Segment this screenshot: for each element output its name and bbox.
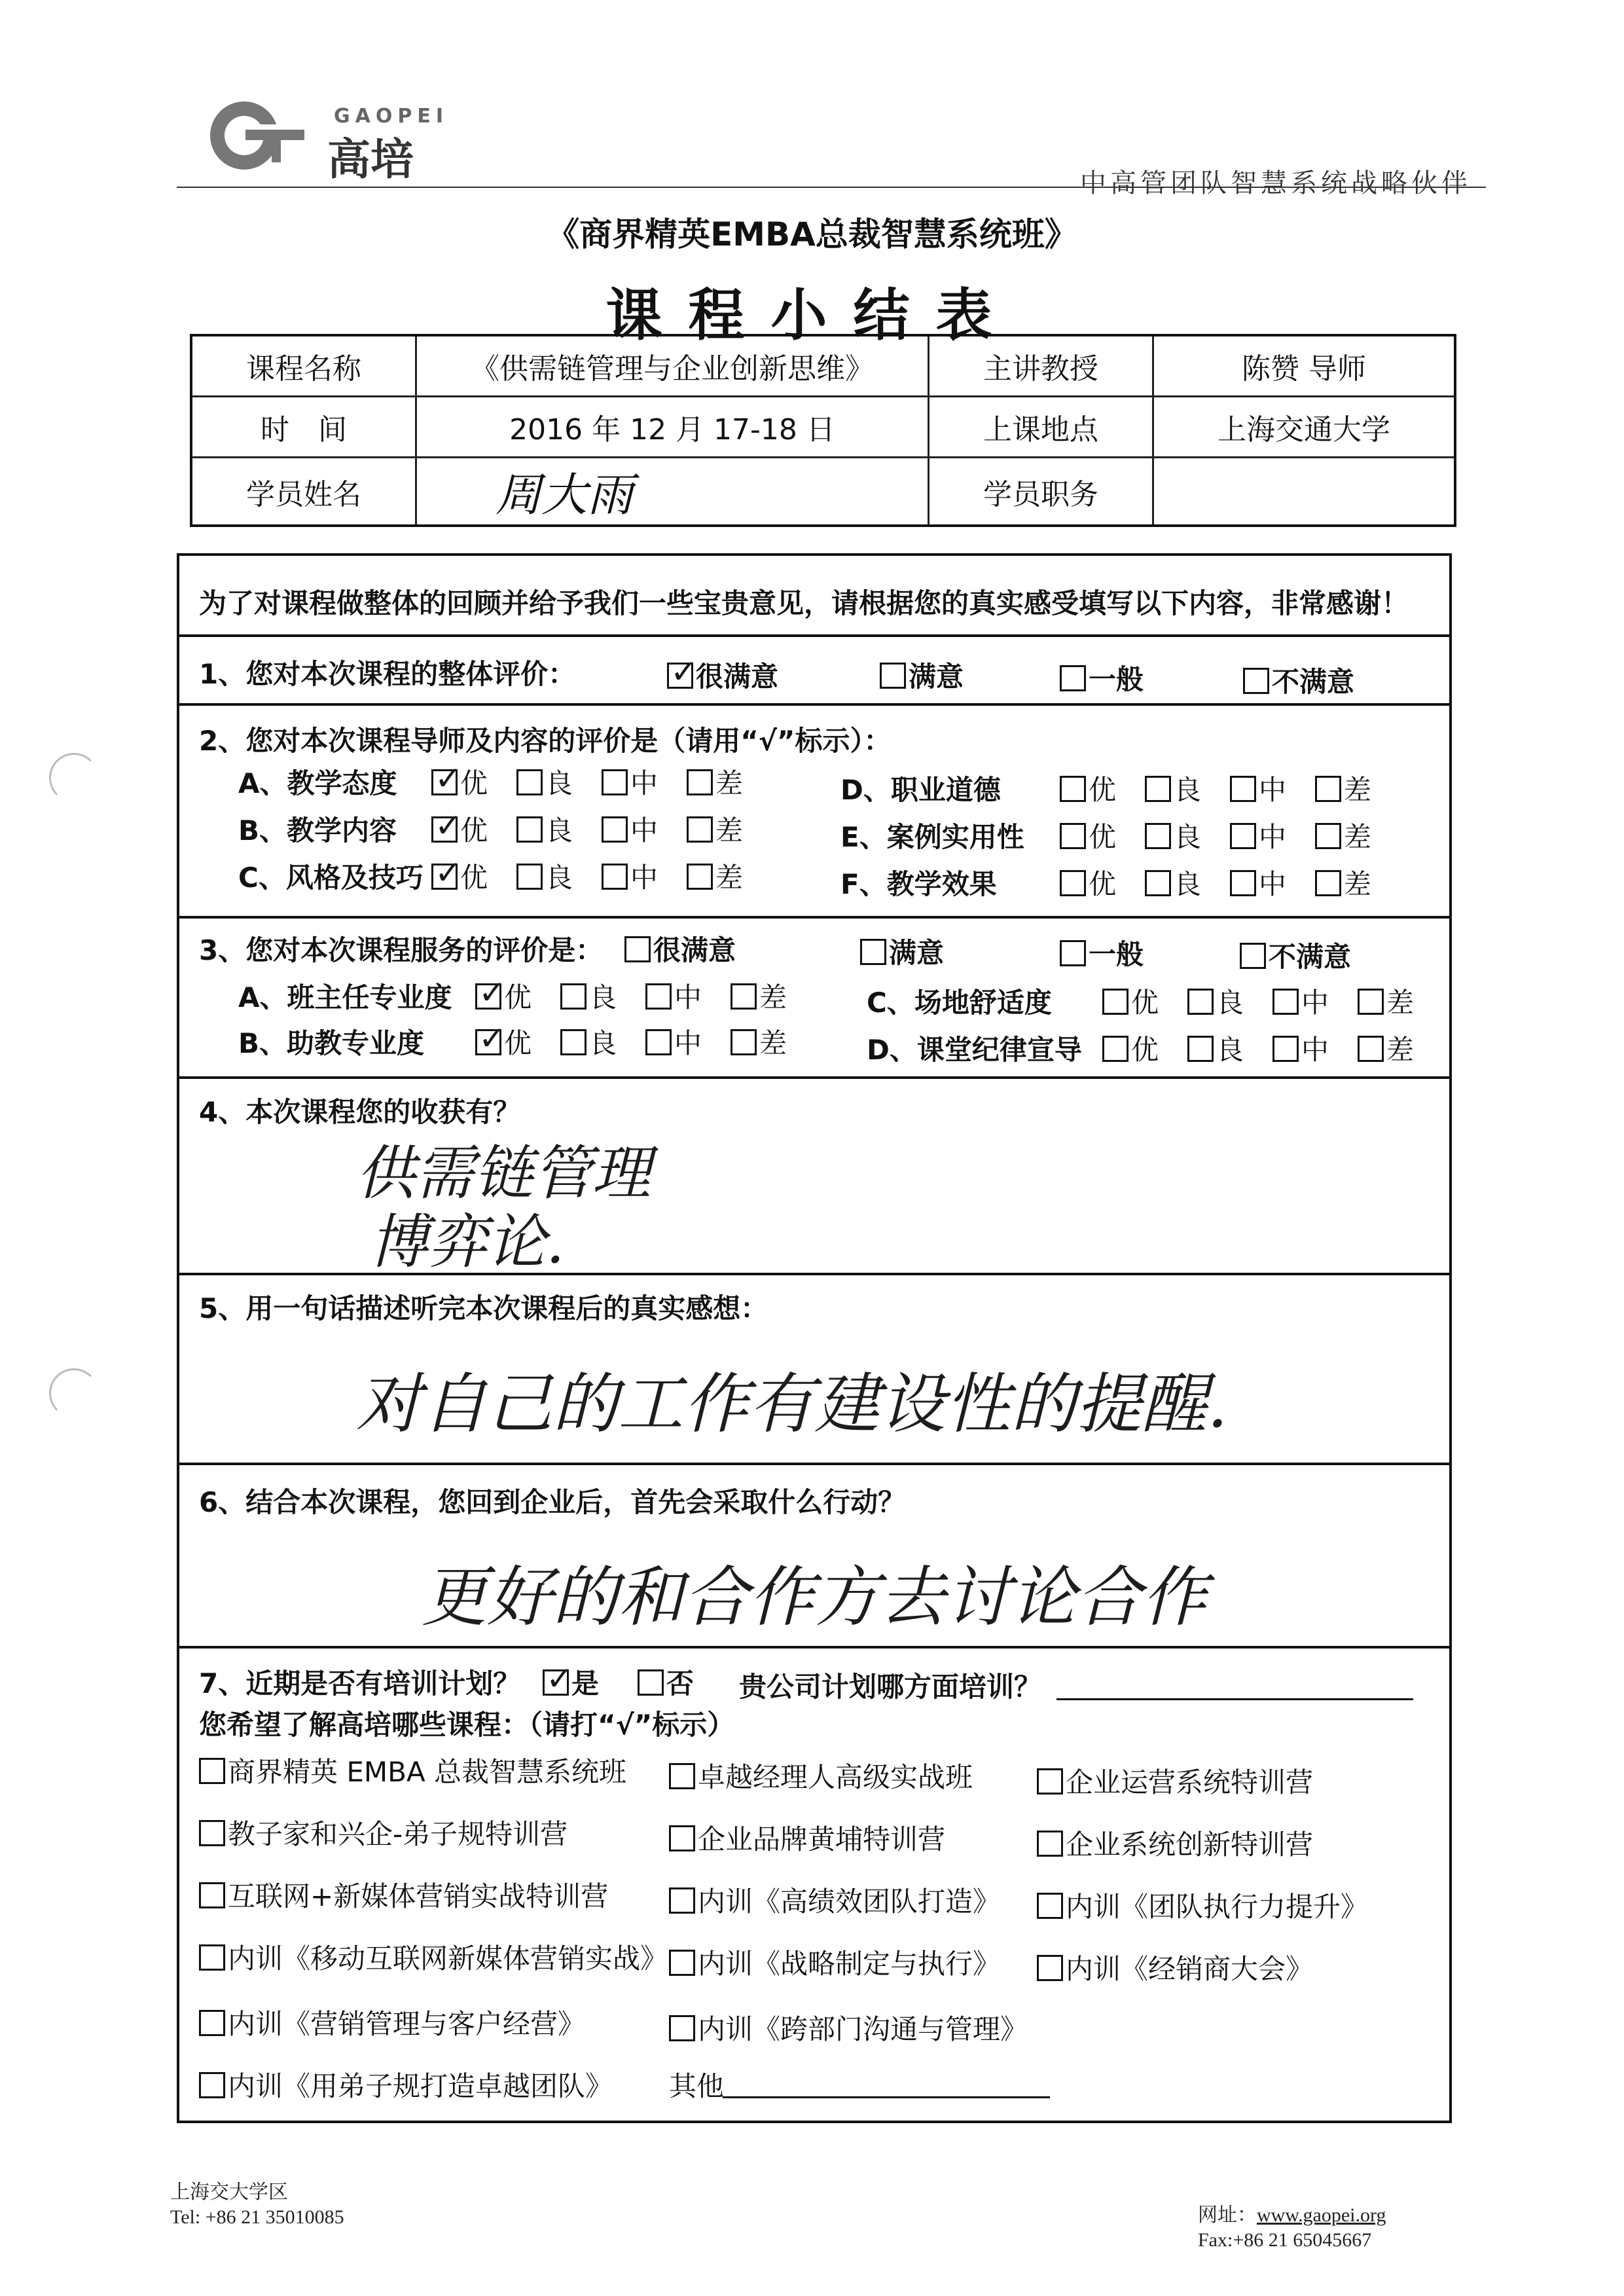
checkbox[interactable] <box>1358 1036 1384 1062</box>
grade-label: 差 <box>715 862 744 894</box>
footer-web-link[interactable]: www.gaopei.org <box>1257 2204 1386 2226</box>
q6-section <box>179 1463 1449 1649</box>
grade-label: 良 <box>1174 821 1202 853</box>
checkbox[interactable] <box>1145 776 1171 802</box>
course-label: 教子家和兴企-弟子规特训营 <box>228 1818 568 1850</box>
course-label: 内训《用弟子规打造卓越团队》 <box>228 2070 613 2102</box>
checkbox[interactable] <box>669 1950 695 1976</box>
punch-hole-bottom <box>49 1368 99 1418</box>
position-field[interactable] <box>1153 458 1456 526</box>
checkbox[interactable] <box>1037 1893 1063 1919</box>
q3-grade-option[interactable] <box>1272 1029 1329 1068</box>
q2-grade-option[interactable] <box>431 762 488 801</box>
grade-label: 中 <box>1259 821 1287 853</box>
course-option[interactable] <box>1037 1761 1313 1800</box>
course-label: 卓越经理人高级实战班 <box>698 1761 973 1793</box>
grade-label: 中 <box>1301 1034 1329 1066</box>
checkbox[interactable] <box>199 2010 225 2036</box>
footer-right <box>1198 2203 1386 2253</box>
course-label: 内训《营销管理与客户经营》 <box>228 2008 586 2040</box>
course-label: 内训《战略制定与执行》 <box>698 1948 1001 1980</box>
grade-label: 良 <box>545 862 573 894</box>
course-option[interactable] <box>199 1751 626 1790</box>
q5-question: 5、用一句话描述听完本次课程后的真实感想： <box>199 1292 768 1324</box>
footer-web-label: 网址： <box>1198 2204 1257 2226</box>
lecturer-value: 陈赞 导师 <box>1153 335 1456 397</box>
course-option[interactable] <box>1037 1823 1313 1863</box>
course-option[interactable] <box>669 1756 973 1795</box>
grade-label: 良 <box>545 767 573 799</box>
course-name-value: 《供需链管理与企业创新思维》 <box>416 335 929 397</box>
q3-option-label: 很满意 <box>653 934 736 966</box>
q2-grade-option[interactable] <box>431 856 488 896</box>
q4-question: 4、本次课程您的收获有？ <box>199 1096 521 1128</box>
q2-grade-option[interactable] <box>516 762 573 801</box>
q3-grade-option[interactable] <box>475 1022 532 1061</box>
grade-label: 中 <box>630 862 659 894</box>
course-option[interactable] <box>199 1937 668 1977</box>
footer-campus: 上海交大学区 <box>170 2181 288 2203</box>
q2-grade-option[interactable] <box>431 809 488 848</box>
logo-text-cn: 高培 <box>327 134 414 185</box>
grade-label: 中 <box>674 981 702 1013</box>
checkbox[interactable] <box>1037 1955 1063 1981</box>
grade-label: 差 <box>759 1027 787 1059</box>
grade-label: 优 <box>460 814 488 847</box>
q2-grade-option[interactable] <box>1230 816 1286 855</box>
checkbox[interactable] <box>880 663 906 689</box>
q3-row-label: D、课堂纪律宣导 <box>867 1034 1082 1066</box>
checkbox[interactable] <box>1240 943 1266 969</box>
checkbox[interactable] <box>1230 870 1256 896</box>
checkbox[interactable] <box>1315 776 1341 802</box>
checkbox[interactable] <box>431 864 458 890</box>
course-label: 互联网+新媒体营销实战特训营 <box>228 1880 609 1912</box>
q3-option-label: 不满意 <box>1269 941 1352 973</box>
checkbox[interactable] <box>199 1882 225 1908</box>
course-label: 内训《跨部门沟通与管理》 <box>698 2013 1028 2045</box>
grade-label: 中 <box>674 1027 702 1059</box>
grade-label: 良 <box>589 981 617 1013</box>
checkbox[interactable] <box>1102 1036 1128 1062</box>
q3-grade-option[interactable] <box>560 1022 617 1061</box>
q3-section <box>179 916 1449 1079</box>
header-divider <box>177 187 1486 188</box>
q1-option-unsatisfied[interactable] <box>1243 661 1354 700</box>
q4-answer-line2[interactable]: 博弈论. <box>369 1208 565 1277</box>
q3-row-label: B、助教专业度 <box>238 1027 425 1059</box>
grade-label: 中 <box>1259 868 1287 900</box>
q3-grade-option[interactable] <box>560 976 617 1015</box>
q5-section <box>179 1273 1449 1465</box>
q3-grade-option[interactable] <box>1102 981 1159 1021</box>
checkbox[interactable] <box>1187 1036 1214 1062</box>
course-option[interactable] <box>669 1818 945 1857</box>
course-label: 企业运营系统特训营 <box>1066 1766 1314 1798</box>
q1-option-satisfied[interactable] <box>880 655 964 695</box>
grade-label: 优 <box>504 1027 532 1059</box>
q2-grade-option[interactable] <box>1230 863 1286 902</box>
checkbox[interactable] <box>1315 823 1341 849</box>
q2-grade-option[interactable] <box>516 809 573 848</box>
q3-option-average[interactable] <box>1060 933 1144 972</box>
q2-grade-option[interactable] <box>516 856 573 896</box>
grade-label: 差 <box>1344 821 1372 853</box>
q2-question: 2、您对本次课程导师及内容的评价是（请用“√”标示）： <box>199 725 892 757</box>
q7-yes-label: 是 <box>571 1667 600 1700</box>
q3-option-very-satisfied[interactable] <box>624 929 736 968</box>
q3-grade-option[interactable] <box>475 976 532 1015</box>
q2-grade-option[interactable] <box>1145 816 1201 855</box>
q2-grade-option[interactable] <box>602 856 658 896</box>
q1-option-label: 很满意 <box>696 661 779 693</box>
q1-option-average[interactable] <box>1060 658 1144 697</box>
student-name-label: 学员姓名 <box>191 458 416 526</box>
footer-left <box>170 2180 344 2230</box>
q3-option-satisfied[interactable] <box>860 932 944 971</box>
q2-grade-option[interactable] <box>687 809 743 848</box>
q6-answer[interactable]: 更好的和合作方去讨论合作 <box>422 1559 1207 1635</box>
checkbox[interactable] <box>560 1029 586 1055</box>
course-label: 内训《高绩效团队打造》 <box>698 1886 1001 1918</box>
q3-grade-option[interactable] <box>731 1022 787 1061</box>
grade-label: 优 <box>1089 774 1117 806</box>
checkbox[interactable] <box>1060 870 1086 896</box>
q3-option-label: 一般 <box>1089 938 1144 970</box>
q3-option-label: 满意 <box>889 937 945 969</box>
checkbox[interactable] <box>431 769 458 795</box>
q2-section <box>179 703 1449 919</box>
q7-which-field[interactable] <box>1056 1698 1413 1700</box>
q7-other-field[interactable] <box>723 2096 1050 2098</box>
grade-label: 差 <box>1344 774 1372 806</box>
q2-grade-option[interactable] <box>1060 816 1116 855</box>
grade-label: 良 <box>589 1027 617 1059</box>
q2-grade-option[interactable] <box>1315 816 1371 855</box>
grade-label: 良 <box>1174 868 1202 900</box>
q2-row-label: B、教学内容 <box>238 814 397 847</box>
q2-grade-option[interactable] <box>1145 863 1201 902</box>
grade-label: 差 <box>1386 987 1415 1019</box>
punch-hole-top <box>49 753 99 803</box>
checkbox[interactable] <box>1060 823 1086 849</box>
checkbox[interactable] <box>1272 1036 1299 1062</box>
intro-section <box>179 556 1449 637</box>
checkbox[interactable] <box>1315 870 1341 896</box>
grade-label: 优 <box>1131 1034 1159 1066</box>
checkbox[interactable] <box>1060 776 1086 802</box>
grade-label: 优 <box>1089 868 1117 900</box>
q2-row-label: E、案例实用性 <box>840 821 1024 853</box>
checkbox[interactable] <box>475 983 501 1010</box>
grade-label: 优 <box>460 767 488 799</box>
checkbox[interactable] <box>1102 989 1128 1015</box>
q2-row-label: A、教学态度 <box>238 767 397 799</box>
checkbox[interactable] <box>669 1887 695 1914</box>
q3-row-label: C、场地舒适度 <box>867 987 1052 1019</box>
q1-option-very-satisfied[interactable] <box>667 655 778 695</box>
q7-section <box>179 1646 1449 2121</box>
student-name-field[interactable]: 周大雨 <box>416 458 929 526</box>
q7-which-label: 贵公司计划哪方面培训？ <box>739 1671 1042 1703</box>
q7-other-label: 其他 <box>669 2070 725 2102</box>
q2-grade-option[interactable] <box>1315 863 1371 902</box>
q6-question: 6、结合本次课程，您回到企业后，首先会采取什么行动？ <box>199 1486 906 1518</box>
q3-grade-option[interactable] <box>1272 981 1329 1021</box>
course-option[interactable] <box>199 2003 585 2042</box>
grade-label: 差 <box>1344 868 1372 900</box>
survey-box <box>177 553 1452 2123</box>
checkbox[interactable] <box>475 1029 501 1055</box>
q3-grade-option[interactable] <box>731 976 787 1015</box>
grade-label: 差 <box>715 814 744 847</box>
checkbox[interactable] <box>645 983 672 1010</box>
course-label: 商界精英 EMBA 总裁智慧系统班 <box>228 1756 627 1788</box>
q3-grade-option[interactable] <box>645 1022 702 1061</box>
q4-section <box>179 1076 1449 1275</box>
q7-yes-option[interactable] <box>543 1662 599 1702</box>
checkbox[interactable] <box>860 939 886 965</box>
q3-grade-option[interactable] <box>1187 1029 1244 1068</box>
q1-option-label: 一般 <box>1089 663 1144 695</box>
course-label: 内训《移动互联网新媒体营销实战》 <box>228 1942 668 1975</box>
grade-label: 中 <box>630 767 659 799</box>
grade-label: 优 <box>460 862 488 894</box>
course-option[interactable] <box>199 1813 568 1852</box>
course-name-label: 课程名称 <box>191 335 416 397</box>
checkbox[interactable] <box>516 816 543 843</box>
grade-label: 优 <box>504 981 532 1013</box>
grade-label: 中 <box>630 814 659 847</box>
q7-no-label: 否 <box>666 1667 695 1700</box>
course-label: 企业品牌黄埔特训营 <box>698 1823 946 1855</box>
checkbox[interactable] <box>638 1669 664 1696</box>
checkbox[interactable] <box>199 2072 225 2098</box>
checkbox[interactable] <box>199 1820 225 1846</box>
q2-grade-option[interactable] <box>1060 769 1116 808</box>
form-title: 课程小结表 <box>605 283 1019 348</box>
program-title: 《商界精英EMBA总裁智慧系统班》 <box>547 215 1077 253</box>
checkbox[interactable] <box>1060 665 1086 691</box>
gaopei-logo-icon <box>206 98 308 173</box>
location-label: 上课地点 <box>929 397 1153 458</box>
checkbox[interactable] <box>669 1825 695 1851</box>
intro-text: 为了对课程做整体的回顾并给予我们一些宝贵意见，请根据您的真实感受填写以下内容，非常感谢！ <box>199 587 1409 619</box>
checkbox[interactable] <box>431 816 458 843</box>
course-option[interactable] <box>199 2065 613 2104</box>
q3-row-label: A、班主任专业度 <box>238 981 452 1013</box>
q1-option-label: 不满意 <box>1272 666 1355 698</box>
q3-grade-option[interactable] <box>1358 981 1414 1021</box>
q2-grade-option[interactable] <box>687 856 743 896</box>
q3-grade-option[interactable] <box>1187 981 1244 1021</box>
q7-question: 7、近期是否有培训计划？ <box>199 1667 521 1700</box>
grade-label: 中 <box>1301 987 1329 1019</box>
q1-option-label: 满意 <box>909 661 964 693</box>
q2-row-label: F、教学效果 <box>840 868 997 900</box>
checkbox[interactable] <box>602 769 628 795</box>
q2-grade-option[interactable] <box>1230 769 1286 808</box>
grade-label: 优 <box>1089 821 1117 853</box>
checkbox[interactable] <box>602 864 628 890</box>
logo-text-en: GAOPEI <box>334 105 448 128</box>
checkbox[interactable] <box>731 983 757 1010</box>
checkbox[interactable] <box>516 864 543 890</box>
checkbox[interactable] <box>669 2015 695 2041</box>
course-label: 内训《经销商大会》 <box>1066 1953 1314 1985</box>
q2-grade-option[interactable] <box>1060 863 1116 902</box>
q3-option-unsatisfied[interactable] <box>1240 936 1351 975</box>
q2-grade-option[interactable] <box>687 762 743 801</box>
course-option[interactable] <box>669 2008 1028 2047</box>
course-option[interactable] <box>1037 1948 1313 1987</box>
course-label: 企业系统创新特训营 <box>1066 1829 1314 1861</box>
q2-grade-option[interactable] <box>602 762 658 801</box>
q2-grade-option[interactable] <box>602 809 658 848</box>
checkbox[interactable] <box>1272 989 1299 1015</box>
checkbox[interactable] <box>516 769 543 795</box>
time-value: 2016 年 12 月 17-18 日 <box>416 397 929 458</box>
checkbox[interactable] <box>1230 823 1256 849</box>
q3-grade-option[interactable] <box>1102 1029 1159 1068</box>
course-label: 内训《团队执行力提升》 <box>1066 1891 1369 1923</box>
checkbox[interactable] <box>1187 989 1214 1015</box>
checkbox[interactable] <box>1230 776 1256 802</box>
checkbox[interactable] <box>560 983 586 1010</box>
q2-row-label: C、风格及技巧 <box>238 862 424 894</box>
position-label: 学员职务 <box>929 458 1153 526</box>
course-option[interactable] <box>199 1875 608 1914</box>
footer-tel: Tel: +86 21 35010085 <box>170 2206 344 2228</box>
grade-label: 良 <box>1216 1034 1244 1066</box>
footer-fax: Fax:+86 21 65045667 <box>1198 2229 1372 2251</box>
checkbox[interactable] <box>667 663 693 689</box>
checkbox[interactable] <box>1037 1768 1063 1795</box>
checkbox[interactable] <box>1060 940 1086 966</box>
checkbox[interactable] <box>1037 1831 1063 1857</box>
checkbox[interactable] <box>731 1029 757 1055</box>
lecturer-label: 主讲教授 <box>929 335 1153 397</box>
checkbox[interactable] <box>687 769 713 795</box>
checkbox[interactable] <box>1358 989 1384 1015</box>
q4-answer-line1[interactable]: 供需链管理 <box>356 1139 651 1208</box>
q3-grade-option[interactable] <box>1358 1029 1414 1068</box>
checkbox[interactable] <box>199 1944 225 1971</box>
checkbox[interactable] <box>1243 668 1269 694</box>
grade-label: 良 <box>1216 987 1244 1019</box>
checkbox[interactable] <box>199 1758 225 1784</box>
checkbox[interactable] <box>1145 870 1171 896</box>
q5-answer[interactable]: 对自己的工作有建设性的提醒. <box>356 1366 1228 1442</box>
time-label: 时 间 <box>191 397 416 458</box>
checkbox[interactable] <box>624 936 651 962</box>
q1-section <box>179 634 1449 706</box>
checkbox[interactable] <box>687 816 713 843</box>
q7-no-option[interactable] <box>638 1662 694 1702</box>
q1-question: 1、您对本次课程的整体评价： <box>199 658 576 690</box>
checkbox[interactable] <box>602 816 628 843</box>
q2-grade-option[interactable] <box>1315 769 1371 808</box>
tagline: 中高管团队智慧系统战略伙伴 <box>1080 168 1471 198</box>
course-info-table <box>190 334 1456 527</box>
course-option[interactable] <box>669 1942 1000 1982</box>
grade-label: 良 <box>1174 774 1202 806</box>
checkbox[interactable] <box>645 1029 672 1055</box>
grade-label: 差 <box>1386 1034 1415 1066</box>
q7-courses-label: 您希望了解高培哪些课程：（请打“√”标示） <box>199 1709 735 1741</box>
checkbox[interactable] <box>543 1669 569 1696</box>
grade-label: 差 <box>759 981 787 1013</box>
grade-label: 优 <box>1131 987 1159 1019</box>
q3-grade-option[interactable] <box>645 976 702 1015</box>
course-option[interactable] <box>1037 1886 1368 1925</box>
checkbox[interactable] <box>687 864 713 890</box>
checkbox[interactable] <box>1145 823 1171 849</box>
grade-label: 良 <box>545 814 573 847</box>
q2-grade-option[interactable] <box>1145 769 1201 808</box>
location-value: 上海交通大学 <box>1153 397 1456 458</box>
course-option[interactable] <box>669 1880 1000 1920</box>
q2-row-label: D、职业道德 <box>840 774 1001 806</box>
q3-question: 3、您对本次课程服务的评价是： <box>199 934 604 966</box>
grade-label: 中 <box>1259 774 1287 806</box>
checkbox[interactable] <box>669 1763 695 1789</box>
grade-label: 差 <box>715 767 744 799</box>
